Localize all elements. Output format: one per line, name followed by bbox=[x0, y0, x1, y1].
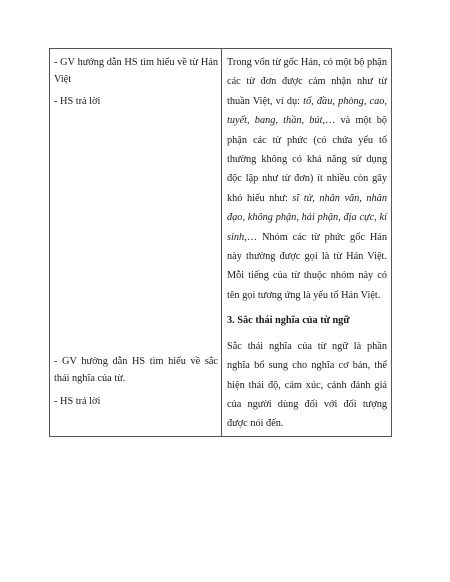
instruction-han-viet: - GV hướng dẫn HS tìm hiểu về từ Hán Việt bbox=[54, 57, 218, 85]
student-answer-2: - HS trả lời bbox=[54, 396, 101, 407]
activity-block-nuance bbox=[54, 353, 218, 410]
student-answer-1: - HS trả lời bbox=[54, 96, 101, 107]
instruction-nuance: - GV hướng dẫn HS tìm hiểu về sắc thái nghĩa của từ. bbox=[54, 356, 218, 384]
activity-block-han-viet bbox=[54, 54, 218, 110]
example-single-words: tổ, đầu, phòng, cao, tuyết, bang, thần, bút, bbox=[227, 95, 387, 127]
content-column bbox=[222, 49, 391, 436]
example-compound-words: sĩ tử, nhân văn, nhân đạo, không phận, hải phận, địa cực, kí sinh, bbox=[227, 192, 387, 243]
nuance-paragraph: Sắc thái nghĩa của từ ngữ là phần nghĩa bổ sung cho nghĩa cơ bản, thể hiện thái độ, cảm xúc, cánh đánh giá của người dùng đối với đối tượng được nói đến. bbox=[227, 340, 387, 430]
section-heading: 3. Sắc thái nghĩa của từ ngữ bbox=[227, 315, 350, 327]
activity-table bbox=[49, 48, 392, 437]
teacher-activity-column bbox=[50, 49, 221, 436]
han-viet-paragraph: Trong vốn từ gốc Hán, có một bộ phận các từ đơn được cảm nhận như từ thuần Việt, ví dụ: tổ, đầu, phòng, cao, tuyết, bang, thần, bút,… và một bộ phận các từ phức (có chứa yếu tố thường không có khả năng sử dụng độc lập như từ đơn) ít nhiều còn gây khó hiểu như: sĩ tử, nhân văn, nhân đạo, không phận, hải phận, địa cực, kí sinh,… Nhóm các từ phức gốc Hán này thường được gọi là từ Hán Việt. Mỗi tiếng của từ thuộc nhóm này có tên gọi tương ứng là yếu tố Hán Việt. bbox=[227, 57, 387, 301]
